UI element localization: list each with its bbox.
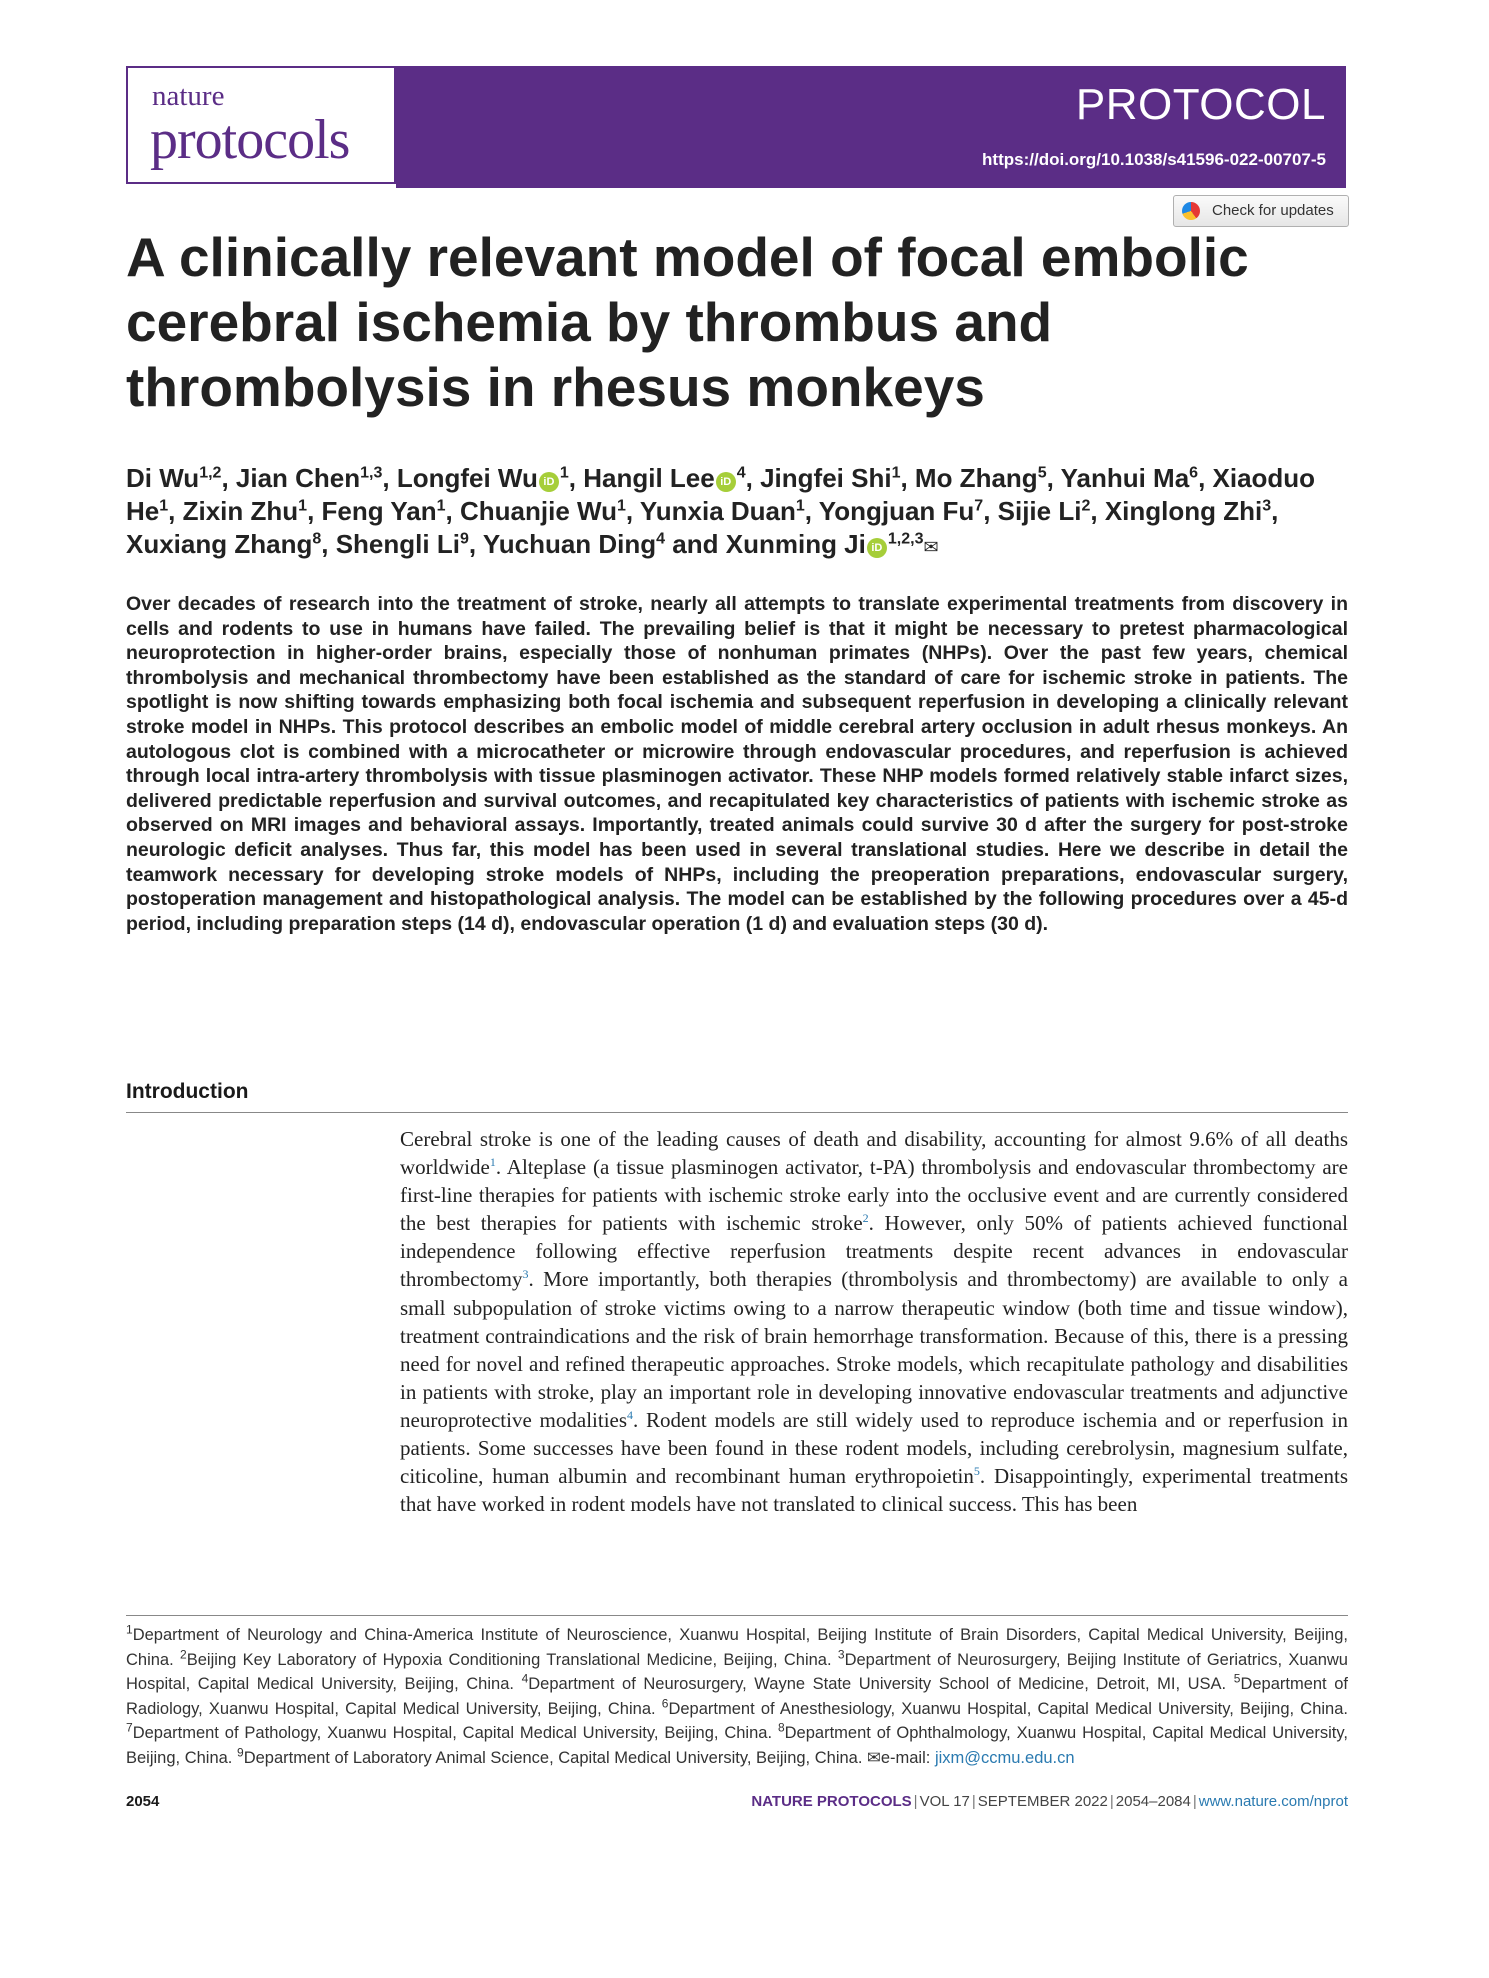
author-affiliation-ref: 1 (436, 497, 446, 515)
mail-icon[interactable]: ✉ (923, 537, 939, 557)
author[interactable] (460, 496, 626, 526)
check-updates-icon (1182, 202, 1200, 220)
affiliation-text: Beijing Key Laboratory of Hypoxia Conditioning Translational Medicine, Beijing, China. (186, 1650, 832, 1669)
author-affiliation-ref: 3 (1262, 497, 1272, 515)
abstract: Over decades of research into the treatment of stroke, nearly all attempts to translate experimental treatments from discovery in cells and rodents to use in humans have failed. The prevailing belief is that it might be necessary to pretest pharmacological neuroprotection in higher-order brains, especially those of nonhuman primates (NHPs). Over the past few years, chemical thrombolysis and mechanical thrombectomy have been established as the standard of care for ischemic stroke in patients. The spotlight is now shifting towards emphasizing both focal ischemia and subsequent reperfusion in developing a clinically relevant stroke model in NHPs. This protocol describes an embolic model of middle cerebral artery occlusion in adult rhesus monkeys. An autologous clot is combined with a microcatheter or microwire through endovascular procedures, and reperfusion is achieved through local intra-artery thrombolysis with tissue plasminogen activator. These NHP models formed relatively stable infarct sizes, delivered predictable reperfusion and survival outcomes, and recapitulated key characteristics of patients with ischemic stroke as observed on MRI images and behavioral assays. Importantly, treated animals could survive 30 d after the surgery for post-stroke neurologic deficit analyses. Thus far, this model has been used in several translational studies. Here we describe in detail the teamwork necessary for developing stroke models of NHPs, including the preoperation preparations, endovascular surgery, postoperation management and histopathological analysis. The model can be established by the following procedures over a 45-d period, including preparation steps (14 d), endovascular operation (1 d) and evaluation steps (30 d). (126, 593, 1348, 935)
section-heading-introduction: Introduction (126, 1080, 1348, 1113)
author[interactable] (336, 529, 469, 559)
orcid-icon[interactable]: iD (716, 472, 736, 492)
email-link[interactable]: jixm@ccmu.edu.cn (934, 1748, 1075, 1767)
affiliation-number: 6 (661, 1696, 669, 1710)
author[interactable] (126, 529, 321, 559)
author-name: Yuchuan Ding (482, 529, 657, 559)
author-affiliation-ref: 1,2,3 (887, 530, 924, 548)
author[interactable] (236, 463, 383, 493)
author-affiliation-ref: 8 (312, 530, 322, 548)
logo-protocols-text: protocols (150, 109, 350, 171)
orcid-icon[interactable]: iD (539, 472, 559, 492)
affiliation-text: Department of Ophthalmology, Xuanwu Hospital, Capital Medical University, Beijing, China. (126, 1724, 1348, 1767)
footer-url-link[interactable]: www.nature.com/nprot (1198, 1793, 1348, 1810)
author-name: Feng Yan (321, 496, 437, 526)
affiliation-text: Department of Pathology, Xuanwu Hospital, Capital Medical University, Beijing, China. (132, 1724, 773, 1742)
author[interactable] (1105, 496, 1271, 526)
affiliation-number: 4 (521, 1671, 529, 1686)
author-name: Xiaoduo He (126, 463, 1316, 526)
author-affiliation-ref: 5 (1037, 464, 1047, 482)
journal-logo[interactable] (126, 66, 396, 184)
affiliations (126, 1623, 1348, 1770)
author[interactable] (397, 463, 569, 493)
mail-icon: ✉ (867, 1748, 881, 1767)
affiliation-number: 5 (1233, 1671, 1241, 1686)
citation-ref[interactable]: 4 (627, 1407, 634, 1422)
author-affiliation-ref: 1 (616, 497, 626, 515)
footer-date: SEPTEMBER 2022 (977, 1793, 1108, 1810)
author-name: Di Wu (126, 463, 200, 493)
author-name: Zixin Zhu (182, 496, 299, 526)
affiliation-text: Department of Neurology and China-America Institute of Neuroscience, Xuanwu Hospital, Beijing Institute of Brain Disorders, Capital Medical University, Beijing, China. (126, 1626, 1348, 1669)
orcid-icon[interactable]: iD (867, 538, 887, 558)
author-affiliation-ref: 1,2 (199, 464, 222, 482)
author[interactable] (640, 496, 805, 526)
author[interactable] (998, 496, 1091, 526)
citation-ref[interactable]: 2 (862, 1211, 869, 1226)
footer-journal-name: NATURE PROTOCOLS (751, 1793, 912, 1810)
doi-link[interactable]: https://doi.org/10.1038/s41596-022-00707-5 (982, 150, 1326, 169)
author-name: Shengli Li (335, 529, 460, 559)
author-affiliation-ref: 1 (298, 497, 308, 515)
footer-journal-info: NATURE PROTOCOLS | VOL 17 | SEPTEMBER 2022 | 2054–2084 | www.nature.com/nprot (751, 1793, 1348, 1810)
author-name: Jian Chen (235, 463, 361, 493)
citation-ref[interactable]: 1 (489, 1155, 496, 1170)
affiliation-number: 9 (237, 1745, 244, 1759)
author[interactable] (483, 529, 665, 559)
author[interactable] (760, 463, 900, 493)
affiliations-divider (126, 1615, 1348, 1616)
introduction-body: Cerebral stroke is one of the leading causes of death and disability, accounting for almost 9.6% of all deaths worldwide$^1$. Alteplase (a tissue plasminogen activator, t-PA) thrombolysis and endovascular thrombectomy are first-line therapies for patients with ischemic stroke early into the occlusive event and are currently considered the best therapies for patients with ischemic stroke$^2$. However, only 50% of patients achieved functional independence following effective reperfusion treatments despite recent advances in endovascular thrombectomy$^3$. More importantly, both therapies (thrombolysis and thrombectomy) are available to only a small subpopulation of stroke victims owing to a narrow therapeutic window (both time and tissue window), treatment contraindications and the risk of brain hemorrhage transformation. Because of this, there is a pressing need for novel and refined therapeutic approaches. Stroke models, which recapitulate pathology and disabilities in patients with stroke, play an important role in developing innovative endovascular treatments and adjunctive neuroprotective modalities$^4$. Rodent models are still widely used to reproduce ischemia and or reperfusion in patients. Some successes have been found in these rodent models, including cerebrolysin, magnesium sulfate, citicoline, human albumin and recombinant human erythropoietin$^5$. Disappointingly, experimental treatments that have worked in rodent models have not translated to clinical success. This has been (400, 1127, 1348, 1517)
author-name: Mo Zhang (914, 463, 1038, 493)
author-affiliation-ref: 9 (459, 530, 469, 548)
author-name: Xunming Ji (725, 529, 866, 559)
author-name: Xinglong Zhi (1104, 496, 1263, 526)
author[interactable] (819, 496, 983, 526)
author[interactable] (322, 496, 446, 526)
author[interactable] (726, 529, 939, 559)
affiliation-number: 7 (126, 1720, 133, 1735)
author-affiliation-ref: 1 (559, 464, 569, 482)
author[interactable] (583, 463, 745, 493)
header-band (396, 66, 1346, 188)
author-affiliation-ref: 2 (1081, 497, 1091, 515)
logo-nature-text: nature (152, 80, 225, 112)
affiliation-number: 8 (777, 1720, 785, 1735)
footer-pages: 2054–2084 (1115, 1793, 1191, 1810)
article-title: A clinically relevant model of focal embolic cerebral ischemia by thrombus and thrombolysis in rhesus monkeys (126, 226, 1249, 418)
author-list: Di Wu$^{1,2}$, Jian Chen$^{1,3}$, Longfei Wu $iD^1$, Hangil Lee $iD^4$, Jingfei Shi$^1$, Mo Zhang$^5$, Yanhui Ma$^6$, Xiaoduo He$^1$, Zixin Zhu$^1$, Feng Yan$^1$, Chuanjie Wu$^1$, Yunxia Duan$^1$, Yongjuan Fu$^7$, Sijie Li$^2$, Xinglong Zhi$^3$, Xuxiang Zhang$^8$, Shengli Li$^9$, Yuchuan Ding$^4$ and Xunming Ji iD$^{1,2,3}$✉ (126, 463, 1316, 559)
author-name: Yanhui Ma (1060, 463, 1190, 493)
author-affiliation-ref: 4 (736, 464, 746, 482)
footer-volume: VOL 17 (919, 1793, 970, 1810)
affiliation-text: Department of Neurosurgery, Wayne State University School of Medicine, Detroit, MI, USA. (528, 1675, 1227, 1693)
email-label: e-mail: (880, 1748, 935, 1767)
author-affiliation-ref: 7 (974, 497, 984, 515)
author[interactable] (126, 463, 221, 493)
affiliation-text: Department of Laboratory Animal Science, Capital Medical University, Beijing, China. (243, 1748, 863, 1767)
author-affiliation-ref: 4 (656, 530, 666, 548)
author-affiliation-ref: 1 (795, 497, 805, 515)
author-name: Jingfei Shi (760, 463, 892, 493)
check-for-updates-button[interactable] (1173, 195, 1349, 227)
citation-ref[interactable]: 3 (522, 1267, 529, 1282)
author-name: Yongjuan Fu (818, 496, 975, 526)
check-updates-label: Check for updates (1212, 202, 1334, 219)
author-name: Yunxia Duan (639, 496, 796, 526)
article-type: PROTOCOL (1075, 80, 1326, 129)
journal-header (126, 66, 1346, 188)
author[interactable] (1061, 463, 1198, 493)
author-name: Longfei Wu (396, 463, 538, 493)
affiliation-number: 3 (837, 1647, 845, 1661)
affiliation-text: Department of Neurosurgery, Beijing Institute of Geriatrics, Xuanwu Hospital, Capital Medical University, Beijing, China. (126, 1650, 1348, 1693)
page-number: 2054 (126, 1793, 160, 1810)
affiliation-text: Department of Anesthesiology, Xuanwu Hospital, Capital Medical University, Beijing, China. (668, 1699, 1348, 1718)
author-name: Sijie Li (997, 496, 1082, 526)
author-affiliation-ref: 1 (159, 497, 169, 515)
author-name: Hangil Lee (583, 463, 715, 493)
author-name: Chuanjie Wu (459, 496, 617, 526)
affiliation-number: 2 (180, 1647, 187, 1661)
author-name: Xuxiang Zhang (126, 529, 313, 559)
affiliation-text: Department of Radiology, Xuanwu Hospital, Capital Medical University, Beijing, China. (126, 1675, 1348, 1718)
citation-ref[interactable]: 5 (973, 1464, 980, 1479)
author-affiliation-ref: 1 (891, 464, 901, 482)
author-affiliation-ref: 6 (1189, 464, 1199, 482)
author[interactable] (915, 463, 1047, 493)
author-affiliation-ref: 1,3 (360, 464, 383, 482)
affiliation-number: 1 (126, 1622, 133, 1637)
author[interactable] (183, 496, 307, 526)
